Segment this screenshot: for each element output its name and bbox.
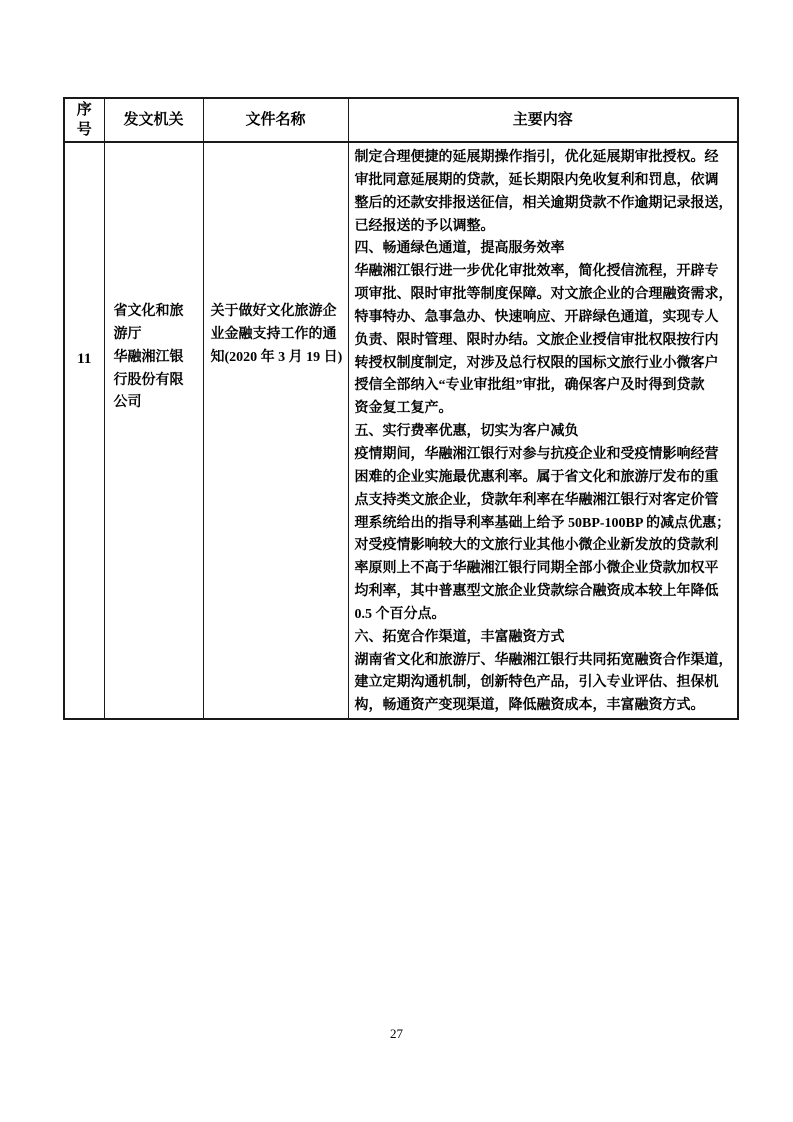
col-header-serial-label: 序号 <box>76 102 92 138</box>
text-line: 0.5 个百分点。 <box>354 606 446 622</box>
text-line: 整后的还款安排报送征信，相关逾期贷款不作逾期记录报送， <box>354 195 733 211</box>
text-line: 率原则上不高于华融湘江银行同期全部小微企业贷款加权平 <box>354 561 719 577</box>
text-line: 知(2020 年 3 月 19 日) <box>210 349 343 365</box>
text-line: 省文化和旅 <box>113 304 184 319</box>
text-line: 转授权制度制定，对涉及总行权限的国标文旅行业小微客户 <box>354 355 719 371</box>
col-header-content: 主要内容 <box>348 98 738 142</box>
text-line: 资金复工复产。 <box>354 401 453 417</box>
text-line: 已经报送的予以调整。 <box>354 218 495 234</box>
text-line: 制定合理便捷的延展期操作指引，优化延展期审批授权。经 <box>354 150 719 165</box>
text-line: 建立定期沟通机制，创新特色产品，引入专业评估、担保机 <box>354 675 719 691</box>
header-row <box>64 98 738 142</box>
text-line: 五、实行费率优惠，切实为客户减负 <box>354 424 579 440</box>
text-line: 行股份有限 <box>113 372 184 388</box>
text-line: 六、拓宽合作渠道，丰富融资方式 <box>354 629 565 645</box>
text-line: 游厅 <box>113 326 142 342</box>
cell-document-title <box>203 142 348 719</box>
text-line: 点支持类文旅企业，贷款年利率在华融湘江银行对客定价管 <box>354 492 719 508</box>
col-header-agency: 发文机关 <box>104 98 203 142</box>
text-line: 构，畅通资产变现渠道，降低融资成本，丰富融资方式。 <box>354 698 705 714</box>
text-line: 关于做好文化旅游企 <box>210 304 337 319</box>
text-line: 湖南省文化和旅游厅、华融湘江银行共同拓宽融资合作渠道， <box>354 652 733 668</box>
cell-main-content <box>348 142 738 719</box>
text-line: 负责、限时管理、限时办结。文旅企业授信审批权限按行内 <box>354 332 719 348</box>
col-header-serial <box>64 98 104 142</box>
page-number: 27 <box>390 1026 403 1041</box>
text-line: 特事特办、急事急办、快速响应、开辟绿色通道，实现专人 <box>354 309 719 325</box>
text-line: 项审批、限时审批等制度保障。对文旅企业的合理融资需求， <box>354 287 733 303</box>
text-line: 对受疫情影响较大的文旅行业其他小微企业新发放的贷款利 <box>354 538 719 554</box>
text-line: 公司 <box>113 395 142 411</box>
text-line: 理系统给出的指导利率基础上给予 50BP-100BP 的减点优惠； <box>354 515 731 531</box>
text-line: 审批同意延展期的贷款，延长期限内免收复利和罚息，依调 <box>354 172 719 188</box>
text-line: 授信全部纳入“专业审批组”审批，确保客户及时得到贷款 <box>354 378 705 394</box>
text-line: 困难的企业实施最优惠利率。属于省文化和旅游厅发布的重 <box>354 469 719 485</box>
table-row <box>64 142 738 719</box>
col-header-title: 文件名称 <box>203 98 348 142</box>
text-line: 华融湘江银 <box>113 349 184 365</box>
text-line: 业金融支持工作的通 <box>210 326 337 342</box>
cell-issuing-agency <box>104 142 203 719</box>
text-line: 华融湘江银行进一步优化审批效率，简化授信流程，开辟专 <box>354 264 719 280</box>
cell-serial-number: 11 <box>64 142 104 719</box>
summary-table <box>63 97 739 720</box>
text-line: 四、畅通绿色通道，提高服务效率 <box>354 241 565 257</box>
text-line: 疫情期间，华融湘江银行对参与抗疫企业和受疫情影响经营 <box>354 446 719 462</box>
text-line: 均利率，其中普惠型文旅企业贷款综合融资成本较上年降低 <box>354 584 719 600</box>
